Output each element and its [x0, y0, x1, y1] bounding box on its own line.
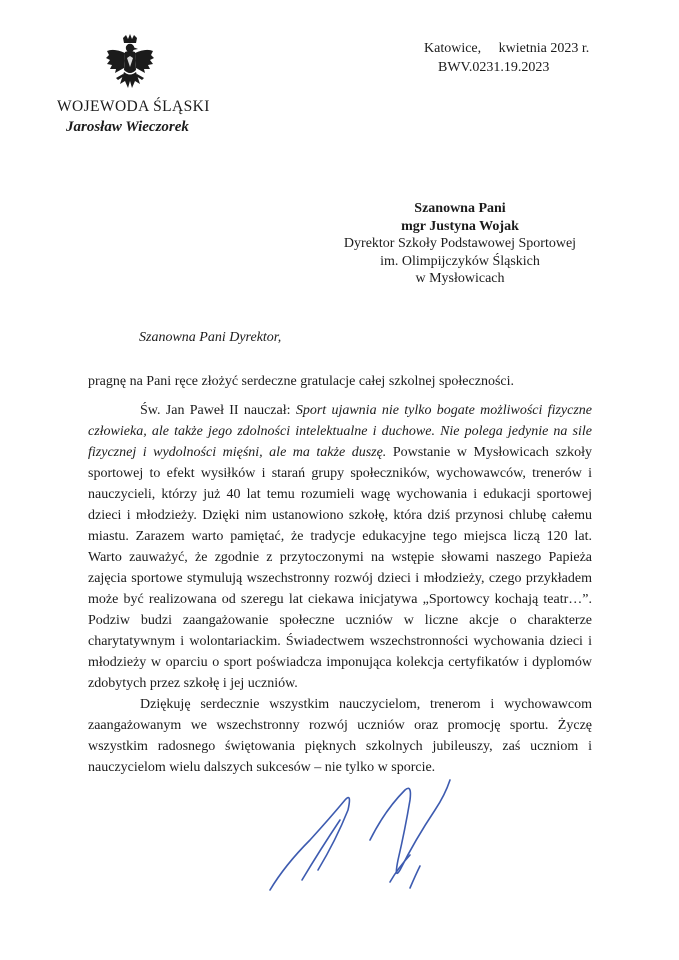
papal-quote: Sport ujawnia nie tylko bogate możliwości fizyczne człowieka, ale także jego zdolności intelektualne i duchowe. Nie polega jedynie na sile fizycznej i wydolności mięśni, ale ma także duszę. — [88, 403, 592, 460]
letter-body — [88, 371, 592, 778]
recipient-position: Dyrektor Szkoły Podstawowej Sportowej — [343, 236, 577, 251]
handwritten-signature-icon — [240, 770, 480, 900]
paragraph-2-rest: Powstanie w Mysłowicach szkoły sportowej to efekt wysiłków i starań grupy społeczników, wychowawców, trenerów i nauczycieli, którzy już 40 lat temu rozumieli wagę wychowania i edukacji sportowej dzieci i młodzieży. Dzięki nim ustanowiono szkołę, która dziś przynosi chlubę całemu miastu. Zarazem warto pamiętać, że tradycje edukacyjne tego miejsca liczą 120 lat. Warto zauważyć, że zgodnie z przytoczonymi na wstępie słowami naszego Papieża zajęcia sportowe stymulują wszechstronny rozwój dzieci i młodzieży, czego przykładem może być realizowana od szeregu lat ciekawa inicjatywa „Sportowcy kochają teatr…”. Podziw budzi zaangażowanie społeczne uczniów w liczne akcje o charakterze charytatywnym i wolontariackim. Świadectwem wszechstronności wychowania dzieci i młodzieży w oparciu o sport poświadcza imponująca kolekcja certyfikatów i dyplomów zdobytych przez szkołę i jej uczniów. — [88, 445, 592, 691]
recipient-block — [330, 200, 590, 288]
recipient-salutation-line: Szanowna Pani — [414, 201, 506, 216]
letter-salutation: Szanowna Pani Dyrektor, — [139, 330, 282, 345]
recipient-city: w Mysłowicach — [415, 271, 505, 286]
place-date: Katowice, kwietnia 2023 r. — [424, 41, 590, 56]
eagle-emblem-icon — [104, 34, 156, 94]
paragraph-3: Dziękuję serdecznie wszystkim nauczycielom, trenerom i wychowawcom zaangażowanym we wszechstronny rozwój uczniów oraz promocję sportu. Życzę wszystkim radosnego świętowania pięknych szkolnych jubileuszy, zaś uczniom i nauczycielom wielu dalszych sukcesów – nie tylko w sporcie. — [88, 697, 592, 775]
official-name: Jarosław Wieczorek — [66, 119, 189, 135]
recipient-school: im. Olimpijczyków Śląskich — [380, 253, 540, 269]
reference-number: BWV.0231.19.2023 — [438, 60, 550, 75]
paragraph-2-intro: Św. Jan Paweł II nauczał: — [140, 403, 296, 418]
paragraph-2 — [88, 400, 592, 694]
paragraph-1: pragnę na Pani ręce złożyć serdeczne gratulacje całej szkolnej społeczności. — [88, 374, 515, 389]
recipient-name: mgr Justyna Wojak — [401, 218, 519, 234]
office-title: WOJEWODA ŚLĄSKI — [57, 98, 210, 115]
